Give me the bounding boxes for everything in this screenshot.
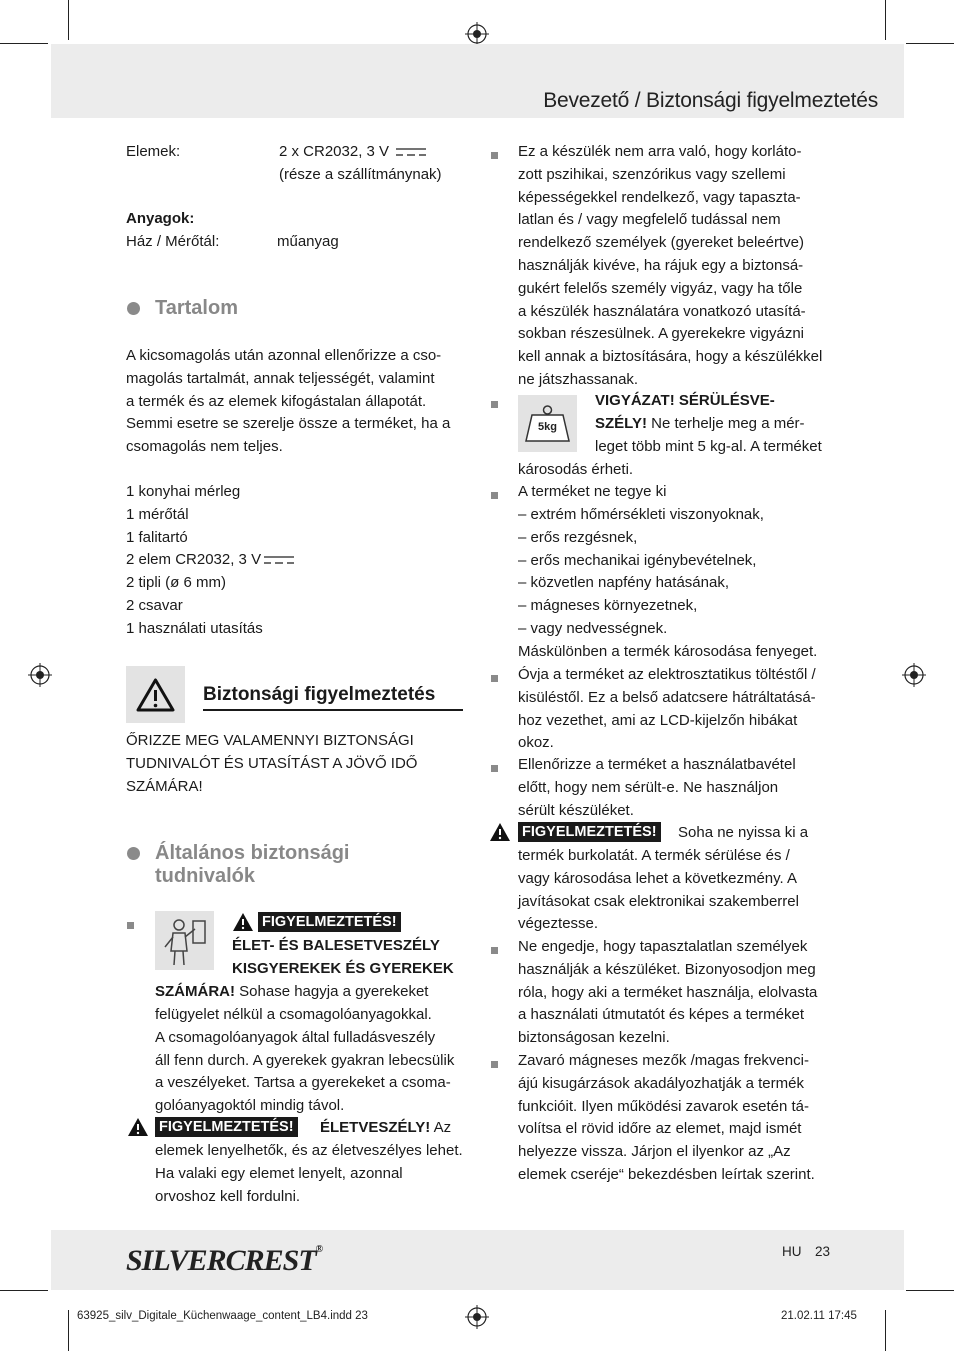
paragraph-line: használják a készüléket. Bizonyosodjon meg [518, 960, 816, 978]
paragraph-line: funkcióit. Ilyen működési zavarok esetén tá- [518, 1097, 809, 1115]
paragraph-line: felügyelet nélkül a csomagolóanyagokkal. [155, 1006, 432, 1023]
list-item: – közvetlen napfény hatásának, [518, 574, 729, 592]
paragraph-line: csomagolás nem teljes. [126, 438, 283, 456]
list-item: 1 konyhai mérleg [126, 483, 241, 500]
list-item: 1 használati utasítás [126, 619, 263, 637]
brand-logo: SILVERCREST® [126, 1244, 323, 1277]
weight-icon-box [518, 395, 577, 452]
page-number: 23 [815, 1244, 831, 1259]
paragraph-line: golóanyagoktól mindig távol. [155, 1097, 345, 1115]
list-square-icon [491, 947, 498, 954]
child-hazard-icon-box [155, 911, 214, 970]
list-item: – erős mechanikai igénybevételnek, [518, 551, 757, 569]
registration-mark-icon [465, 22, 489, 46]
warning-text-bold: VIGYÁZAT! SÉRÜLÉSVE- [595, 392, 775, 409]
paragraph-line: volítsa el rövid időre az elemet, majd ismét [518, 1120, 802, 1138]
crop-mark [0, 43, 48, 44]
paragraph-line: a termék és az elemek kifogástalan állapotát. [126, 392, 427, 410]
paragraph-line: a készülék használatára vonatkozó utasítá- [518, 302, 806, 320]
paragraph-line: TUDNIVALÓT ÉS UTASÍTÁST A JÖVŐ IDŐ [126, 754, 418, 772]
paragraph-line: SZÁMÁRA! [126, 777, 203, 795]
list-square-icon [491, 152, 498, 159]
paragraph-line: gukért felelős személy vigyáz, vagy ha tőle [518, 279, 803, 297]
paragraph-line: Ez a készülék nem arra való, hogy korláto- [518, 143, 802, 160]
registration-mark-icon [902, 663, 926, 687]
spec-value: 2 x CR2032, 3 V [279, 141, 426, 164]
paragraph-line: Zavaró mágneses mezők /magas frekvenci- [518, 1052, 809, 1069]
paragraph-line: Máskülönben a termék károsodása fenyeget. [518, 643, 818, 660]
crop-mark [885, 1310, 886, 1351]
file-slug: 63925_silv_Digitale_Küchenwaage_content_LB4.indd 23 [77, 1310, 368, 1322]
paragraph-line: okoz. [518, 734, 554, 752]
paragraph-line: áll fenn durch. A gyerekek gyakran lebecsülik [155, 1051, 455, 1069]
spec-note: (része a szállítmánynak) [279, 166, 442, 183]
paragraph-line: a használati útmutatót és képes a terméket [518, 1006, 804, 1024]
paragraph-line: károsodás érheti. [518, 461, 634, 478]
list-item [126, 549, 294, 572]
language-code: HU [782, 1244, 802, 1259]
warning-triangle-icon [489, 822, 511, 842]
warning-text: SZÁMÁRA! Sohase hagyja a gyerekeket [155, 983, 429, 1000]
spec-value: műanyag [277, 233, 339, 250]
dc-symbol-icon [396, 147, 426, 157]
page-title: Bevezető / Biztonsági figyelmeztetés [543, 89, 878, 112]
paragraph-line: róla, hogy aki a terméket használja, elolvasta [518, 983, 818, 1001]
warning-triangle-icon [126, 666, 185, 723]
paragraph-line: képességekkel rendelkező, vagy tapaszta- [518, 188, 801, 206]
warning-label: FIGYELMEZTETÉS! [518, 822, 661, 842]
list-item: 2 csavar [126, 597, 183, 614]
warning-icon-box [126, 666, 185, 723]
list-item: 2 tipli (ø 6 mm) [126, 574, 227, 592]
list-square-icon [491, 765, 498, 772]
list-item: – erős rezgésnek, [518, 528, 638, 546]
paragraph-line: Ne engedje, hogy tapasztalatlan személyek [518, 938, 808, 955]
paragraph-line: Ellenőrizze a terméket a használatbavétel [518, 756, 796, 773]
list-item: 1 mérőtál [126, 505, 189, 523]
warning-text: ÉLETVESZÉLY! Az [320, 1119, 452, 1136]
crop-mark [68, 0, 69, 40]
crop-mark [68, 1310, 69, 1351]
dc-symbol-icon [264, 555, 294, 565]
paragraph-line: leget több mint 5 kg-al. A terméket [595, 438, 822, 455]
paragraph-line: kell annak a biztosítására, hogy a készülékkel [518, 348, 823, 366]
paragraph-line: vagy károsodása lehet a következmény. A [518, 869, 798, 887]
warning-label: FIGYELMEZTETÉS! [155, 1117, 298, 1137]
materials-title: Anyagok: [126, 210, 195, 227]
list-item: 1 falitartó [126, 528, 188, 546]
paragraph-line: végeztesse. [518, 915, 599, 933]
section-heading-altalanos-2: tudnivalók [155, 865, 256, 887]
paragraph-line: latlan és / vagy megfelelő tudással nem [518, 211, 781, 229]
bullet-icon [127, 302, 140, 315]
paragraph-line: javításokat csak elektronikai szakemberrel [518, 892, 799, 910]
paragraph-line: ŐRIZZE MEG VALAMENNYI BIZTONSÁGI [126, 732, 414, 749]
paragraph-line: magolás tartalmát, annak teljességét, valamint [126, 369, 435, 387]
crop-mark [885, 0, 886, 40]
paragraph-line: sérült készüléket. [518, 801, 634, 819]
warning-text-bold: ÉLET- ÉS BALESETVESZÉLY [232, 937, 440, 954]
paragraph-line: A kicsomagolás után azonnal ellenőrizze a cso- [126, 347, 442, 364]
paragraph-line: kisüléstől. Ez a belső adatcsere hátráltatásá- [518, 688, 816, 706]
paragraph-line: sokban részesülnek. A gyerekekre vigyázni [518, 325, 804, 343]
paragraph-line: Semmi esetre se szerelje össze a terméket, ha a [126, 415, 451, 433]
paragraph-line: előtt, hogy nem sérült-e. Ne használjon [518, 778, 779, 796]
section-heading-tartalom: Tartalom [155, 297, 238, 319]
paragraph-line: használják kivéve, ha rájuk egy a biztonsá- [518, 257, 804, 274]
registration-mark-icon [465, 1305, 489, 1329]
section-heading-biztonsagi: Biztonsági figyelmeztetés [203, 684, 436, 705]
list-square-icon [491, 401, 498, 408]
spec-label: Elemek: [126, 143, 181, 160]
warning-text: SZÉLY! Ne terhelje meg a mér- [595, 415, 805, 432]
list-item: – extrém hőmérsékleti viszonyoknak, [518, 506, 764, 523]
list-square-icon [491, 1061, 498, 1068]
list-square-icon [127, 922, 134, 929]
spec-label: Ház / Mérőtál: [126, 233, 220, 250]
registration-mark-icon [28, 663, 52, 687]
list-square-icon [491, 492, 498, 499]
heading-underline [203, 709, 463, 711]
paragraph-line: rendelkező személyek (gyereket beleértve) [518, 234, 804, 252]
date-slug: 21.02.11 17:45 [781, 1310, 857, 1322]
list-square-icon [491, 675, 498, 682]
list-item: – vagy nedvességnek. [518, 620, 668, 637]
paragraph-line: elemek lenyelhetők, és az életveszélyes lehet. [155, 1142, 463, 1159]
paragraph-line: termék burkolatát. A termék sérülése és / [518, 847, 790, 864]
warning-triangle-icon [232, 912, 254, 932]
paragraph-line: elemek cseréje“ bekezdésben leírtak szerint. [518, 1166, 815, 1183]
paragraph-line: orvoshoz kell fordulni. [155, 1187, 301, 1205]
warning-label: FIGYELMEZTETÉS! [258, 912, 401, 932]
paragraph-line: Óvja a terméket az elektrosztatikus töltéstől / [518, 666, 816, 683]
list-item: – mágneses környezetnek, [518, 597, 698, 615]
crop-mark [0, 1290, 48, 1291]
crop-mark [906, 43, 954, 44]
weight-label: 5kg [538, 421, 557, 433]
warning-triangle-icon [127, 1117, 149, 1137]
paragraph-line: zott pszihikai, szenzórikus vagy szellemi [518, 165, 786, 183]
paragraph-line: Ha valaki egy elemet lenyelt, azonnal [155, 1164, 403, 1182]
warning-text-bold: KISGYEREKEK ÉS GYEREKEK [232, 960, 454, 977]
paragraph-line: ájú kisugárzások akadályozhatják a termék [518, 1074, 804, 1092]
paragraph-line: hoz vezethet, ami az LCD-kijelzőn hibákat [518, 711, 798, 729]
bullet-icon [127, 847, 140, 860]
paragraph-line: a veszélyeket. Tartsa a gyerekeket a csoma- [155, 1074, 451, 1092]
child-hazard-icon [155, 911, 214, 970]
paragraph-line: A terméket ne tegye ki [518, 483, 667, 500]
paragraph-line: ne játszhassanak. [518, 371, 639, 388]
list-item-text: 2 elem CR2032, 3 V [126, 551, 262, 569]
warning-text: Soha ne nyissa ki a [678, 824, 809, 841]
paragraph-line: helyezze vissza. Járjon el ilyenkor az „Az [518, 1143, 791, 1161]
paragraph-line: biztonságosan kezelni. [518, 1029, 670, 1047]
paragraph-line: A csomagolóanyagok által fulladásveszély [155, 1028, 436, 1046]
crop-mark [906, 1290, 954, 1291]
section-heading-altalanos-1: Általános biztonsági [155, 842, 350, 864]
